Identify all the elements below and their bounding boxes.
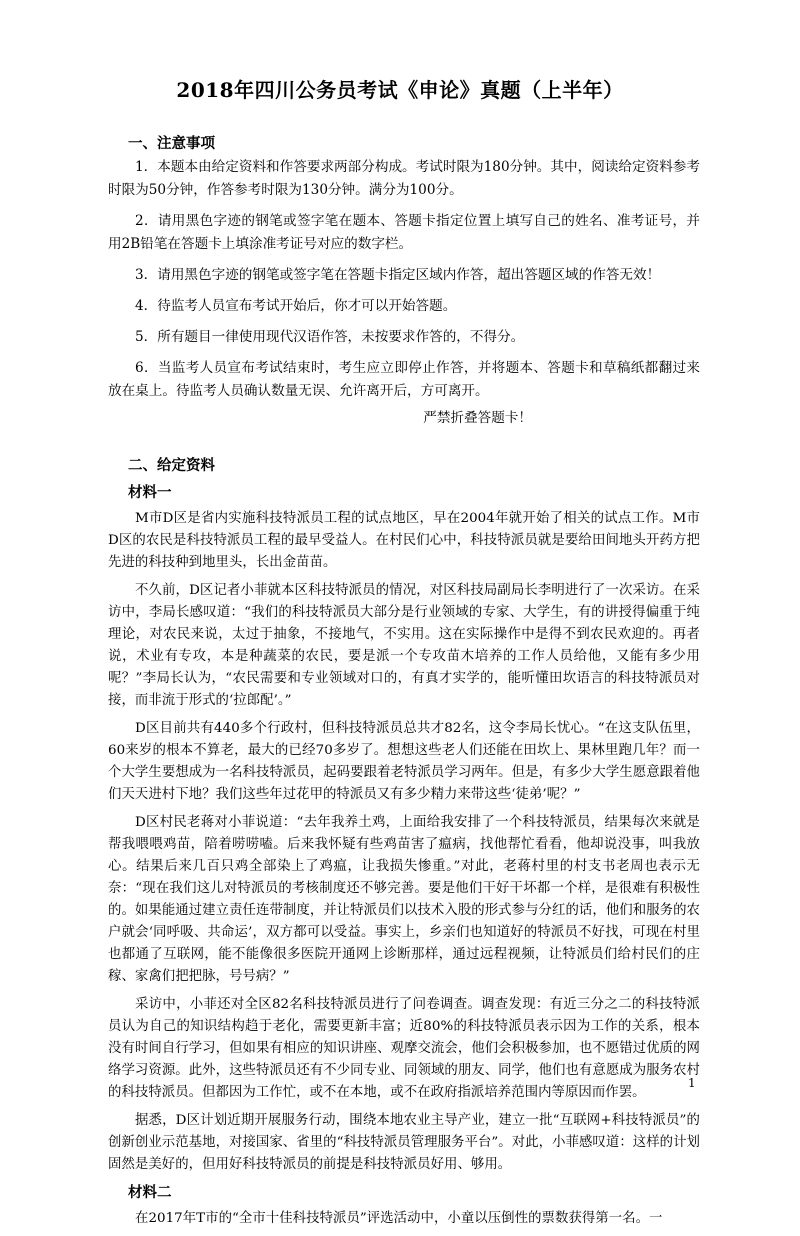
material-paragraph: D区目前共有440多个行政村，但科技特派员总共才82名，这令李局长忧心。“在这支队伍里，60来岁的根本不算老，最大的已经70多岁了。想想这些老人们还能在田坎上、果林里跑几年？而一个大学生要想成为一名科技特派员，起码要跟着老特派员学习两年。但是，有多少大学生愿意跟着他们天天进村下地？我们这些年过花甲的特派员又有多少精力来带这些‘徒弟’呢？” <box>108 721 700 802</box>
material-paragraph: 据悉，D区计划近期开展服务行动，围绕本地农业主导产业，建立一批“互联网+科技特派员”的创新创业示范基地，对接国家、省里的“科技特派员管理服务平台”。对此，小菲感叹道：这样的计划固然是美好的，但用好科技特派员的前提是科技特派员好用、够用。 <box>108 1113 700 1172</box>
section-heading-notice: 一、注意事项 <box>128 135 215 152</box>
notice-item: 2．请用黑色字迹的钢笔或签字笔在题本、答题卡指定位置上填写自己的姓名、准考证号，并用2B铅笔在答题卡上填涂准考证号对应的数字栏。 <box>108 213 700 252</box>
material-title-2: 材料二 <box>128 1184 172 1201</box>
material-paragraph: 在2017年T市的“全市十佳科技特派员”评选活动中，小童以压倒性的票数获得第一名。一 <box>135 1211 663 1226</box>
notice-item: 6．当监考人员宣布考试结束时，考生应立即停止作答，并将题本、答题卡和草稿纸都翻过来放在桌上。待监考人员确认数量无误、允许离开后，方可离开。 <box>108 360 700 399</box>
warning-text: 严禁折叠答题卡！ <box>423 410 532 426</box>
notice-item: 5．所有题目一律使用现代汉语作答，未按要求作答的，不得分。 <box>135 329 525 345</box>
material-paragraph: M市D区是省内实施科技特派员工程的试点地区，早在2004年就开始了相关的试点工作。M市D区的农民是科技特派员工程的最早受益人。在村民们心中，科技特派员就是要给田间地头开药方把先进的科技种到地里头，长出金苗苗。 <box>108 511 700 570</box>
section-heading-materials: 二、给定资料 <box>128 457 215 474</box>
material-paragraph: 采访中，小菲还对全区82名科技特派员进行了问卷调查。调查发现：有近三分之二的科技特派员认为自己的知识结构趋于老化，需要更新丰富；近80%的科技特派员表示因为工作的关系，根本没有时间自行学习，但如果有相应的知识讲座、观摩交流会，他们会积极参加，也不愿错过优质的网络学习资源。此外，这些特派员还有不少同专业、同领域的朋友、同学，他们也有意愿成为服务农村的科技特派员。但都因为工作忙，或不在本地，或不在政府指派培养范围内等原因而作罢。 <box>108 997 700 1100</box>
material-1-body <box>108 508 700 1176</box>
page-number: 1 <box>688 1076 696 1090</box>
notice-list <box>108 156 700 403</box>
material-paragraph: 不久前，D区记者小菲就本区科技特派员的情况，对区科技局副局长李明进行了一次采访。在采访中，李局长感叹道：“我们的科技特派员大部分是行业领域的专家、大学生，有的讲授得偏重于纯理论，对农民来说，太过于抽象，不接地气，不实用。这在实际操作中是得不到农民欢迎的。再者说，术业有专攻，本是种蔬菜的农民，要是派一个专攻苗木培养的工作人员给他，又能有多少用呢？”李局长认为，“农民需要和专业领域对口的，有真才实学的，能听懂田坎语言的科技特派员对接，而非流于形式的‘拉郎配’。” <box>108 583 700 708</box>
material-2-body <box>108 1208 700 1230</box>
section-divider-space <box>108 430 700 454</box>
notice-item: 4．待监考人员宣布考试开始后，你才可以开始答题。 <box>135 298 457 314</box>
document-content <box>108 132 700 1236</box>
notice-item: 3．请用黑色字迹的钢笔或签字笔在答题卡指定区域内作答，超出答题区域的作答无效！ <box>135 267 661 283</box>
document-title: 2018年四川公务员考试《申论》真题（上半年） <box>176 78 624 102</box>
material-title-1: 材料一 <box>128 484 172 501</box>
notice-item: 1．本题本由给定资料和作答要求两部分构成。考试时限为180分钟。其中，阅读给定资料参考时限为50分钟，作答参考时限为130分钟。满分为100分。 <box>108 159 700 198</box>
material-paragraph: D区村民老蒋对小菲说道：“去年我养土鸡，上面给我安排了一个科技特派员，结果每次来就是帮我喂喂鸡苗，陪着唠唠嗑。后来我怀疑有些鸡苗害了瘟病，找他帮忙看看，他却说没事，叫我放心。结果后来几百只鸡全部染上了鸡瘟，让我损失惨重。”对此，老蒋村里的村支书老周也表示无奈：“现在我们这儿对特派员的考核制度还不够完善。要是他们干好干坏都一个样，是很难有积极性的。如果能通过建立责任连带制度，并让特派员们以技术入股的形式参与分红的话，他们和服务的农户就会‘同呼吸、共命运’，双方都可以受益。事实上，乡亲们也知道好的特派员不好找，可现在村里也都通了互联网，能不能像很多医院开通网上诊断那样，通过远程视频，让特派员们给村民们的庄稼、家禽们把把脉，号号病？” <box>108 815 700 984</box>
